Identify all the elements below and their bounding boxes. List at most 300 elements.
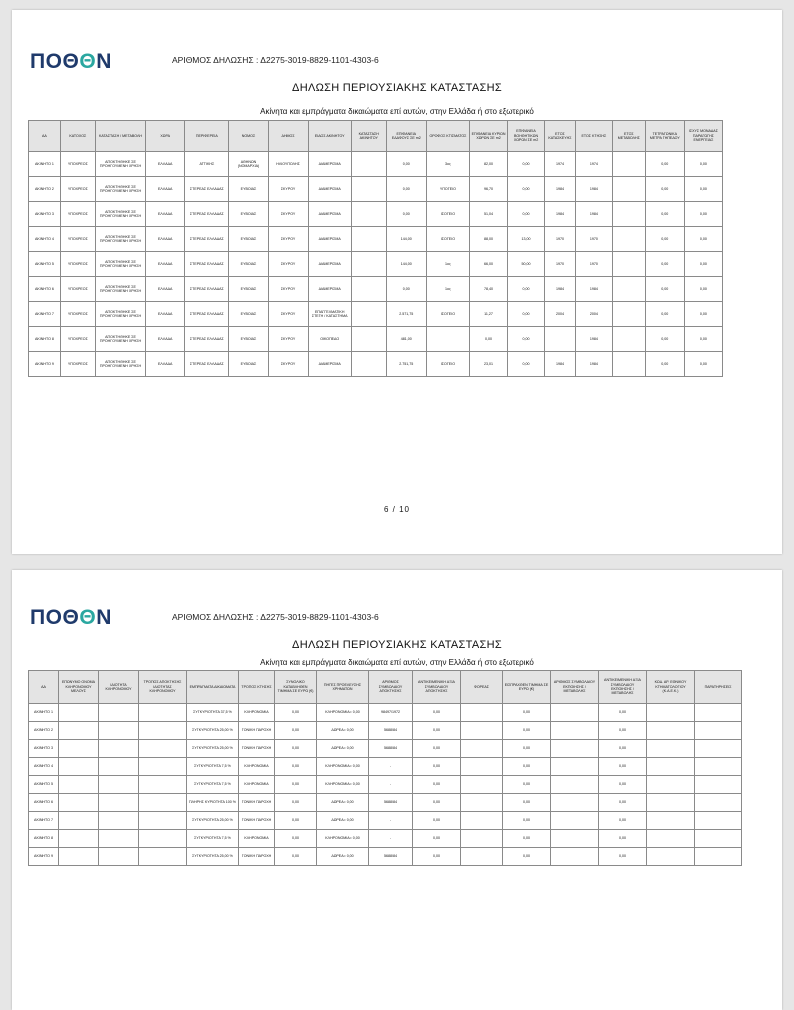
table-cell: 0,00 <box>275 704 317 722</box>
table-cell: 0,00 <box>684 152 722 177</box>
table-cell: ΟΙΚΟΠΕΔΟ <box>308 327 351 352</box>
table-cell: 0,00 <box>599 776 647 794</box>
table-cell: 1970 <box>575 252 612 277</box>
table-cell: 0,00 <box>508 202 545 227</box>
table-cell <box>99 812 139 830</box>
table-cell <box>647 812 695 830</box>
declaration-number: ΑΡΙΘΜΟΣ ΔΗΛΩΣΗΣ : Δ2275-3019-8829-1101-4303-6 <box>172 612 379 622</box>
column-header: ΧΩΡΑ <box>146 121 185 152</box>
table-cell: 0,00 <box>599 722 647 740</box>
table-cell: ΑΚΙΝΗΤΟ 7 <box>29 812 59 830</box>
table-cell: 1ος <box>426 252 469 277</box>
table-cell: ΥΠΟΧΡΕΟΣ <box>60 252 95 277</box>
table-cell <box>647 722 695 740</box>
table-cell: ΕΥΒΟΙΑΣ <box>229 227 268 252</box>
table-cell: 0,00 <box>413 740 461 758</box>
table-cell <box>461 740 503 758</box>
table-cell: ΔΩΡΕΑ= 0,00 <box>317 722 369 740</box>
table-cell <box>99 794 139 812</box>
table-row <box>29 812 742 830</box>
table-cell <box>695 758 742 776</box>
table-cell <box>59 812 99 830</box>
page-indicator: 6 / 10 <box>383 505 410 514</box>
table-cell: ΣΚΥΡΟΥ <box>268 302 308 327</box>
table-cell: 0,00 <box>684 277 722 302</box>
table-cell: ΥΠΟΧΡΕΟΣ <box>60 152 95 177</box>
column-header: ΕΤΟΣ ΜΕΤΑΒΟΛΗΣ <box>612 121 645 152</box>
table-cell: 5688/84 <box>369 740 413 758</box>
table-cell: 1ος <box>426 277 469 302</box>
table-cell <box>351 327 386 352</box>
table-cell: ΣΥΓΚΥΡΙΟΤΗΤΑ 7,5 % <box>187 830 239 848</box>
table-cell <box>551 794 599 812</box>
table-cell <box>99 776 139 794</box>
table-cell: 51,04 <box>470 202 508 227</box>
table-cell: 0,00 <box>508 152 545 177</box>
table-cell: ΙΣΟΓΕΙΟ <box>426 352 469 377</box>
table-cell: 78,40 <box>470 277 508 302</box>
table-cell: ΥΠΟΧΡΕΟΣ <box>60 302 95 327</box>
table-cell: ΑΚΙΝΗΤΟ 9 <box>29 352 61 377</box>
table-cell: 1984 <box>545 202 576 227</box>
real-estate-table <box>28 120 723 377</box>
table-cell: ΕΥΒΟΙΑΣ <box>229 202 268 227</box>
table-cell: ΣΤΕΡΕΑΣ ΕΛΛΑΔΑΣ <box>185 177 229 202</box>
table-cell: ΕΠΑΓΓΕΛΜΑΤΙΚΗ ΣΤΕΓΗ / ΚΑΤΑΣΤΗΜΑ <box>308 302 351 327</box>
column-header: ΕΙΔΟΣ ΑΚΙΝΗΤΟΥ <box>308 121 351 152</box>
table-cell: 5688/84 <box>369 722 413 740</box>
table-cell <box>59 830 99 848</box>
column-header: ΑΡΙΘΜΟΣ ΣΥΜΒΟΛΑΙΟΥ ΑΠΟΚΤΗΣΗΣ <box>369 671 413 704</box>
table-cell: 98497/1972 <box>369 704 413 722</box>
column-header: ΕΠΩΝΥΜΟ ΟΝΟΜΑ ΚΛΗΡΟΝΟΜΟΥ ΜΕΛΟΥΣ <box>59 671 99 704</box>
table-cell: 0,00 <box>275 740 317 758</box>
table-cell <box>139 776 187 794</box>
table-cell: 11,27 <box>470 302 508 327</box>
table-cell: 1970 <box>575 227 612 252</box>
table-row <box>29 202 723 227</box>
table-cell: 0,00 <box>413 830 461 848</box>
table-cell: ΣΥΓΚΥΡΙΟΤΗΤΑ 25,00 % <box>187 812 239 830</box>
column-header: ΑΑ <box>29 671 59 704</box>
table-cell: 1984 <box>545 277 576 302</box>
table-cell: ΔΙΑΜΕΡΙΣΜΑ <box>308 277 351 302</box>
table-cell: ΔΙΑΜΕΡΙΣΜΑ <box>308 177 351 202</box>
table-cell <box>351 252 386 277</box>
table-cell: 1984 <box>575 202 612 227</box>
table-cell: ΕΛΛΑΔΑ <box>146 352 185 377</box>
table-cell <box>695 830 742 848</box>
table-cell: - <box>369 830 413 848</box>
table-cell: 0,00 <box>503 848 551 866</box>
table-cell: 1984 <box>575 327 612 352</box>
table-cell: ΥΠΟΧΡΕΟΣ <box>60 227 95 252</box>
table-cell: ΥΠΟΧΡΕΟΣ <box>60 327 95 352</box>
table-cell: ΕΛΛΑΔΑ <box>146 227 185 252</box>
table-cell: ΙΣΟΓΕΙΟ <box>426 302 469 327</box>
table-cell: 1984 <box>575 352 612 377</box>
table-row <box>29 722 742 740</box>
table-cell: ΚΛΗΡΟΝΟΜΙΑ= 0,00 <box>317 704 369 722</box>
table-cell: ΣΚΥΡΟΥ <box>268 227 308 252</box>
table-cell: 0,00 <box>599 758 647 776</box>
table-cell: 2.571,75 <box>386 302 426 327</box>
table-cell: ΑΠΟΚΤΗΘΗΚΕ ΣΕ ΠΡΟΗΓΟΥΜΕΝΗ ΧΡΗΣΗ <box>95 252 145 277</box>
table-cell: 0,00 <box>275 830 317 848</box>
table-cell: ΑΠΟΚΤΗΘΗΚΕ ΣΕ ΠΡΟΗΓΟΥΜΕΝΗ ΧΡΗΣΗ <box>95 177 145 202</box>
document-page-7 <box>12 570 782 1010</box>
table-cell: 0,00 <box>413 722 461 740</box>
table-cell: 0,00 <box>413 794 461 812</box>
table-cell: 0,00 <box>413 704 461 722</box>
table-cell: ΚΛΗΡΟΝΟΜΙΑ= 0,00 <box>317 758 369 776</box>
table-cell: 481,00 <box>386 327 426 352</box>
column-header: ΤΡΟΠΟΣ ΚΤΗΣΗΣ <box>239 671 275 704</box>
column-header: ΤΡΟΠΟΣ ΑΠΟΚΤΗΣΗΣ ΙΔΙΟΤΗΤΑΣ ΚΛΗΡΟΝΟΜΟΥ <box>139 671 187 704</box>
table-cell: ΑΚΙΝΗΤΟ 6 <box>29 277 61 302</box>
column-header: ΠΕΡΙΦΕΡΕΙΑ <box>185 121 229 152</box>
table-cell <box>426 327 469 352</box>
table-cell: ΑΚΙΝΗΤΟ 8 <box>29 327 61 352</box>
table-cell: ΕΛΛΑΔΑ <box>146 302 185 327</box>
column-header: ΝΟΜΟΣ <box>229 121 268 152</box>
table-cell: 0,00 <box>599 848 647 866</box>
column-header: ΑΝΤΙΚΕΙΜΕΝΙΚΗ ΑΞΙΑ ΣΥΜΒΟΛΑΙΟΥ ΕΚΠΟΙΗΣΗΣ / ΜΕΤΑΒΟΛΗΣ <box>599 671 647 704</box>
table-cell: 0,00 <box>503 740 551 758</box>
table-cell <box>139 830 187 848</box>
table-row <box>29 848 742 866</box>
table-row <box>29 352 723 377</box>
table-cell: ΑΚΙΝΗΤΟ 9 <box>29 848 59 866</box>
table-cell <box>59 848 99 866</box>
real-estate-rights-table <box>28 670 742 866</box>
table-cell: ΑΚΙΝΗΤΟ 4 <box>29 227 61 252</box>
table-cell: 0,00 <box>503 812 551 830</box>
table-cell <box>551 830 599 848</box>
table-cell: 144,00 <box>386 227 426 252</box>
column-header: ΚΑΤΑΣΤΑΣΗ ΑΚΙΝΗΤΟΥ <box>351 121 386 152</box>
table-cell: ΣΚΥΡΟΥ <box>268 277 308 302</box>
table-cell: ΑΚΙΝΗΤΟ 1 <box>29 704 59 722</box>
page-title: ΔΗΛΩΣΗ ΠΕΡΙΟΥΣΙΑΚΗΣ ΚΑΤΑΣΤΑΣΗΣ <box>292 639 502 651</box>
table-cell: ΕΛΛΑΔΑ <box>146 202 185 227</box>
table-cell: ΑΚΙΝΗΤΟ 5 <box>29 252 61 277</box>
table-cell <box>647 776 695 794</box>
table-cell: ΣΤΕΡΕΑΣ ΕΛΛΑΔΑΣ <box>185 227 229 252</box>
table-cell <box>351 277 386 302</box>
table-cell: 0,00 <box>275 776 317 794</box>
table-cell <box>461 812 503 830</box>
table-cell: ΑΠΟΚΤΗΘΗΚΕ ΣΕ ΠΡΟΗΓΟΥΜΕΝΗ ΧΡΗΣΗ <box>95 227 145 252</box>
table-cell: 0,00 <box>503 704 551 722</box>
table-cell <box>351 227 386 252</box>
table-cell <box>461 758 503 776</box>
table-cell: ΚΛΗΡΟΝΟΜΙΑ <box>239 830 275 848</box>
table-cell: 0,00 <box>645 202 684 227</box>
table-cell: ΣΥΓΚΥΡΙΟΤΗΤΑ 7,5 % <box>187 758 239 776</box>
table-cell <box>695 812 742 830</box>
column-header: ΔΗΜΟΣ <box>268 121 308 152</box>
table-cell <box>551 776 599 794</box>
column-header: ΕΠΙΦΑΝΕΙΑ ΚΥΡΙΩΝ ΧΩΡΩΝ ΣΕ m2 <box>470 121 508 152</box>
table-cell: ΑΚΙΝΗΤΟ 7 <box>29 302 61 327</box>
table-cell: ΓΟΝΙΚΗ ΠΑΡΟΧΗ <box>239 740 275 758</box>
table-cell <box>139 794 187 812</box>
column-header: ΑΡΙΘΜΟΣ ΣΥΜΒΟΛΑΙΟΥ ΕΚΠΟΙΗΣΗΣ / ΜΕΤΑΒΟΛΗΣ <box>551 671 599 704</box>
table-cell <box>99 758 139 776</box>
table-cell: 0,00 <box>386 177 426 202</box>
table-header-row <box>29 121 723 152</box>
table-row <box>29 794 742 812</box>
column-header: ΟΡΟΦΟΣ ΚΤΙΣΜΑΤΟΣ <box>426 121 469 152</box>
table-cell <box>551 758 599 776</box>
table-cell: ΗΛΙΟΥΠΟΛΗΣ <box>268 152 308 177</box>
table-cell: ΚΛΗΡΟΝΟΜΙΑ <box>239 704 275 722</box>
table-cell <box>612 152 645 177</box>
table-cell: ΔΙΑΜΕΡΙΣΜΑ <box>308 152 351 177</box>
table-cell <box>695 794 742 812</box>
table-cell: ΣΥΓΚΥΡΙΟΤΗΤΑ 25,00 % <box>187 722 239 740</box>
table-cell: ΔΙΑΜΕΡΙΣΜΑ <box>308 227 351 252</box>
table-cell: 0,00 <box>503 794 551 812</box>
table-cell: 1974 <box>575 152 612 177</box>
table-cell: ΑΚΙΝΗΤΟ 3 <box>29 740 59 758</box>
table-cell: 0,00 <box>645 252 684 277</box>
potheen-logo: ΠΟΘΘΝ <box>30 606 112 629</box>
table-cell <box>612 352 645 377</box>
table-cell: 0,00 <box>470 327 508 352</box>
table-cell <box>461 794 503 812</box>
table-cell <box>99 830 139 848</box>
table-cell <box>612 302 645 327</box>
declaration-number: ΑΡΙΘΜΟΣ ΔΗΛΩΣΗΣ : Δ2275-3019-8829-1101-4303-6 <box>172 55 379 65</box>
table-cell: 0,00 <box>503 758 551 776</box>
table-row <box>29 302 723 327</box>
table-cell: ΑΚΙΝΗΤΟ 3 <box>29 202 61 227</box>
table-cell: 2.751,75 <box>386 352 426 377</box>
table-cell: ΔΙΑΜΕΡΙΣΜΑ <box>308 252 351 277</box>
table-cell: 1984 <box>575 277 612 302</box>
table-cell: ΥΠΟΧΡΕΟΣ <box>60 177 95 202</box>
table-cell: 50,00 <box>508 252 545 277</box>
table-cell: ΓΟΝΙΚΗ ΠΑΡΟΧΗ <box>239 812 275 830</box>
table-cell: ΥΠΟΧΡΕΟΣ <box>60 352 95 377</box>
table-cell: 5688/84 <box>369 848 413 866</box>
table-cell: 0,00 <box>645 227 684 252</box>
table-cell: ΕΥΒΟΙΑΣ <box>229 352 268 377</box>
table-cell: 2004 <box>545 302 576 327</box>
table-cell: 0,00 <box>684 177 722 202</box>
table-cell <box>647 740 695 758</box>
table-cell <box>612 277 645 302</box>
column-header: ΕΠΙΦΑΝΕΙΑ ΒΟΗΘΗΤΙΚΩΝ ΧΩΡΩΝ ΣΕ m2 <box>508 121 545 152</box>
table-cell: 1970 <box>545 227 576 252</box>
table-cell: 0,00 <box>645 277 684 302</box>
table-cell <box>647 758 695 776</box>
column-header: ΙΔΙΟΤΗΤΑ ΚΛΗΡΟΝΟΜΟΥ <box>99 671 139 704</box>
table-cell <box>351 202 386 227</box>
table-cell: ΕΛΛΑΔΑ <box>146 152 185 177</box>
table-cell: ΑΚΙΝΗΤΟ 8 <box>29 830 59 848</box>
table-cell <box>59 740 99 758</box>
table-cell: ΓΟΝΙΚΗ ΠΑΡΟΧΗ <box>239 794 275 812</box>
column-header: ΙΣΧΥΣ ΜΟΝΑΔΑΣ ΠΑΡΑΓΩΓΗΣ ΕΝΕΡΓΕΙΑΣ <box>684 121 722 152</box>
table-cell: 3ος <box>426 152 469 177</box>
table-cell: 0,00 <box>684 227 722 252</box>
table-cell <box>612 252 645 277</box>
table-cell: ΣΤΕΡΕΑΣ ΕΛΛΑΔΑΣ <box>185 277 229 302</box>
column-header: ΚΩΔ. ΑΡ. ΕΘΝΙΚΟΥ ΚΤΗΜΑΤΟΛΟΓΙΟΥ (Κ.Α.Ε.Κ.) <box>647 671 695 704</box>
table-cell: 1984 <box>545 177 576 202</box>
table-cell <box>351 302 386 327</box>
table-cell: 13,00 <box>508 227 545 252</box>
table-cell: 0,00 <box>503 830 551 848</box>
table-cell: ΙΣΟΓΕΙΟ <box>426 202 469 227</box>
table-cell: 0,00 <box>599 830 647 848</box>
table-cell: 82,00 <box>470 152 508 177</box>
table-row <box>29 704 742 722</box>
table-cell: - <box>369 812 413 830</box>
table-cell <box>59 758 99 776</box>
document-page-6 <box>12 10 782 554</box>
table-cell: 0,00 <box>599 704 647 722</box>
table-header-row <box>29 671 742 704</box>
table-row <box>29 227 723 252</box>
table-cell: 0,00 <box>386 202 426 227</box>
table-cell: ΑΚΙΝΗΤΟ 6 <box>29 794 59 812</box>
table-cell: 0,00 <box>508 352 545 377</box>
table-cell: ΣΥΓΚΥΡΙΟΤΗΤΑ 25,00 % <box>187 740 239 758</box>
table-cell: 0,00 <box>275 758 317 776</box>
table-cell <box>647 830 695 848</box>
table-cell: ΙΣΟΓΕΙΟ <box>426 227 469 252</box>
table-cell: ΣΤΕΡΕΑΣ ΕΛΛΑΔΑΣ <box>185 327 229 352</box>
column-header: ΑΑ <box>29 121 61 152</box>
column-header: ΕΠΙΦΑΝΕΙΑ ΕΔΑΦΟΥΣ ΣΕ m2 <box>386 121 426 152</box>
table-row <box>29 776 742 794</box>
table-cell: ΥΠΟΓΕΙΟ <box>426 177 469 202</box>
table-cell <box>612 327 645 352</box>
table-cell: 0,00 <box>413 812 461 830</box>
table-cell: ΓΟΝΙΚΗ ΠΑΡΟΧΗ <box>239 722 275 740</box>
table-cell: 0,00 <box>275 722 317 740</box>
table-cell <box>59 704 99 722</box>
table-cell <box>99 704 139 722</box>
table-cell: 2004 <box>575 302 612 327</box>
table-cell <box>461 704 503 722</box>
table-cell: ΣΤΕΡΕΑΣ ΕΛΛΑΔΑΣ <box>185 352 229 377</box>
table-row <box>29 758 742 776</box>
table-cell <box>612 227 645 252</box>
table-cell: 0,00 <box>503 722 551 740</box>
table-cell: ΣΤΕΡΕΑΣ ΕΛΛΑΔΑΣ <box>185 302 229 327</box>
table-cell <box>551 722 599 740</box>
table-cell: ΔΙΑΜΕΡΙΣΜΑ <box>308 352 351 377</box>
table-cell: ΚΛΗΡΟΝΟΜΙΑ <box>239 776 275 794</box>
column-header: ΑΝΤΙΚΕΙΜΕΝΙΚΗ ΑΞΙΑ ΣΥΜΒΟΛΑΙΟΥ ΑΠΟΚΤΗΣΗΣ <box>413 671 461 704</box>
table-cell: ΑΚΙΝΗΤΟ 2 <box>29 722 59 740</box>
table-cell: ΑΠΟΚΤΗΘΗΚΕ ΣΕ ΠΡΟΗΓΟΥΜΕΝΗ ΧΡΗΣΗ <box>95 277 145 302</box>
table-cell: 0,00 <box>508 302 545 327</box>
table-row <box>29 740 742 758</box>
table-cell: ΑΚΙΝΗΤΟ 4 <box>29 758 59 776</box>
table-cell: 0,00 <box>413 776 461 794</box>
table-cell: ΑΘΗΝΩΝ (ΝΟΜΑΡΧΙΑ) <box>229 152 268 177</box>
table-cell: ΔΩΡΕΑ= 0,00 <box>317 740 369 758</box>
table-cell <box>461 722 503 740</box>
table-row <box>29 327 723 352</box>
table-row <box>29 152 723 177</box>
table-cell <box>59 776 99 794</box>
table-cell: ΥΠΟΧΡΕΟΣ <box>60 202 95 227</box>
table-cell <box>551 704 599 722</box>
section-subtitle: Ακίνητα και εμπράγματα δικαιώματα επί αυτών, στην Ελλάδα ή στο εξωτερικό <box>260 107 534 116</box>
column-header: ΕΜΠΡΑΓΜΑΤΑ ΔΙΚΑΙΩΜΑΤΑ <box>187 671 239 704</box>
table-cell <box>139 740 187 758</box>
table-cell: 0,00 <box>599 812 647 830</box>
table-cell: ΕΥΒΟΙΑΣ <box>229 327 268 352</box>
table-cell: 0,00 <box>508 277 545 302</box>
table-cell <box>139 758 187 776</box>
table-cell <box>647 704 695 722</box>
table-cell <box>461 848 503 866</box>
table-cell <box>139 848 187 866</box>
column-header: ΤΕΤΡΑΓΩΝΙΚΑ ΜΕΤΡΑ ΓΗΠΕΔΟΥ <box>645 121 684 152</box>
table-cell <box>545 327 576 352</box>
table-cell: ΔΩΡΕΑ= 0,00 <box>317 794 369 812</box>
table-cell <box>695 722 742 740</box>
table-cell <box>551 740 599 758</box>
column-header: ΚΑΤΑΣΤΑΣΗ / ΜΕΤΑΒΟΛΗ <box>95 121 145 152</box>
table-cell: 0,00 <box>275 812 317 830</box>
table-cell: - <box>369 758 413 776</box>
column-header: ΣΥΝΟΛΙΚΟ ΚΑΤΑΒΛΗΘΕΝ ΤΙΜΗΜΑ ΣΕ ΕΥΡΩ (€) <box>275 671 317 704</box>
table-cell <box>695 740 742 758</box>
table-row <box>29 177 723 202</box>
table-cell: ΣΥΓΚΥΡΙΟΤΗΤΑ 25,00 % <box>187 848 239 866</box>
table-cell: 0,00 <box>684 302 722 327</box>
table-cell: 1970 <box>545 252 576 277</box>
column-header: ΕΙΣΠΡΑΧΘΕΝ ΤΙΜΗΜΑ ΣΕ ΕΥΡΩ (€) <box>503 671 551 704</box>
table-cell: 144,00 <box>386 252 426 277</box>
table-cell: ΣΚΥΡΟΥ <box>268 202 308 227</box>
table-cell: ΑΠΟΚΤΗΘΗΚΕ ΣΕ ΠΡΟΗΓΟΥΜΕΝΗ ΧΡΗΣΗ <box>95 152 145 177</box>
table-cell: ΕΥΒΟΙΑΣ <box>229 252 268 277</box>
table-cell: 0,00 <box>684 252 722 277</box>
table-cell: ΕΛΛΑΔΑ <box>146 177 185 202</box>
table-cell: ΓΟΝΙΚΗ ΠΑΡΟΧΗ <box>239 848 275 866</box>
column-header: ΠΑΡΑΤΗΡΗΣΕΙΣ <box>695 671 742 704</box>
table-cell <box>59 722 99 740</box>
table-cell: ΔΙΑΜΕΡΙΣΜΑ <box>308 202 351 227</box>
column-header: ΕΤΟΣ ΚΑΤΑΣΚΕΥΗΣ <box>545 121 576 152</box>
table-cell: 0,00 <box>386 277 426 302</box>
table-cell: 0,00 <box>503 776 551 794</box>
table-cell: ΕΛΛΑΔΑ <box>146 327 185 352</box>
table-cell: 0,00 <box>275 848 317 866</box>
table-cell: ΣΚΥΡΟΥ <box>268 177 308 202</box>
table-cell <box>461 776 503 794</box>
table-cell: 0,00 <box>645 327 684 352</box>
table-cell <box>695 704 742 722</box>
table-cell: 96,70 <box>470 177 508 202</box>
table-cell: ΑΠΟΚΤΗΘΗΚΕ ΣΕ ΠΡΟΗΓΟΥΜΕΝΗ ΧΡΗΣΗ <box>95 302 145 327</box>
table-cell <box>647 848 695 866</box>
table-cell <box>139 704 187 722</box>
table-cell: - <box>369 776 413 794</box>
table-cell <box>99 722 139 740</box>
column-header: ΚΑΤΟΧΟΣ <box>60 121 95 152</box>
